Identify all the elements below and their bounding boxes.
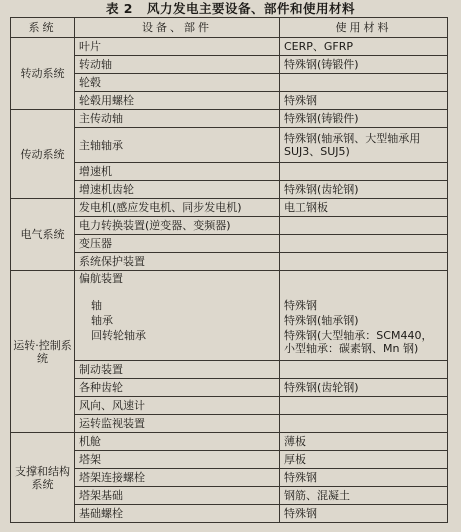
equipment-cell: 轮毂用螺栓: [75, 92, 280, 110]
equipment-cell: 转动轴: [75, 56, 280, 74]
system-cell: 运转·控制系统: [11, 271, 75, 433]
material-cell: 特殊钢(铸锻件): [280, 110, 448, 128]
material-line: 特殊钢(大型轴承：SCM440，小型轴承：碳素钢、Mn 钢): [284, 329, 433, 355]
yaw-device-cell: [75, 271, 280, 361]
system-cell: 传动系统: [11, 110, 75, 199]
system-cell: 转动系统: [11, 38, 75, 110]
material-cell: 特殊钢(齿轮钢): [280, 181, 448, 199]
table-row: [11, 217, 448, 235]
equipment-cell: 塔架: [75, 451, 280, 469]
table-row: [11, 415, 448, 433]
table-row: [11, 397, 448, 415]
table-number: 表 2: [105, 1, 134, 16]
table-row: [11, 199, 448, 217]
table-row: [11, 110, 448, 128]
equipment-cell: 风向、风速计: [75, 397, 280, 415]
table-row: [11, 505, 448, 523]
equipment-cell: 叶片: [75, 38, 280, 56]
material-line: 特殊钢: [284, 299, 317, 312]
material-cell: CERP、GFRP: [280, 38, 448, 56]
material-cell: 特殊钢: [280, 469, 448, 487]
yaw-device-title: 偏航装置: [79, 272, 123, 285]
equipment-cell: 基础螺栓: [75, 505, 280, 523]
material-cell: 特殊钢: [280, 505, 448, 523]
material-cell: [280, 217, 448, 235]
equipment-cell: 系统保护装置: [75, 253, 280, 271]
equipment-cell: 增速机: [75, 163, 280, 181]
equipment-materials-table: [10, 17, 448, 523]
table-row: [11, 487, 448, 505]
system-cell: 支撑和结构系统: [11, 433, 75, 523]
equipment-cell: 各种齿轮: [75, 379, 280, 397]
material-line: 特殊钢(轴承钢): [284, 314, 359, 327]
table-row: [11, 235, 448, 253]
header-material: 使用材料: [280, 18, 448, 38]
table-row: [11, 181, 448, 199]
material-cell: 特殊钢(齿轮钢): [280, 379, 448, 397]
material-cell: 特殊钢(铸锻件): [280, 56, 448, 74]
equipment-cell: 发电机(感应发电机、同步发电机): [75, 199, 280, 217]
material-cell: [280, 415, 448, 433]
equipment-cell: 主轴轴承: [75, 128, 280, 163]
equipment-cell: 轮毂: [75, 74, 280, 92]
table-caption: [0, 0, 461, 17]
material-cell: [280, 74, 448, 92]
material-cell: 薄板: [280, 433, 448, 451]
equipment-cell: 塔架连接螺栓: [75, 469, 280, 487]
table-row: [11, 128, 448, 163]
table-row: [11, 163, 448, 181]
equipment-cell: 主传动轴: [75, 110, 280, 128]
yaw-sub-item: 轴: [91, 299, 102, 312]
table-row: [11, 56, 448, 74]
equipment-cell: 机舱: [75, 433, 280, 451]
table-row: [11, 38, 448, 56]
material-cell: [280, 253, 448, 271]
material-cell: 厚板: [280, 451, 448, 469]
yaw-material-cell: [280, 271, 448, 361]
yaw-sub-item: 轴承: [91, 314, 113, 327]
equipment-cell: 制动装置: [75, 361, 280, 379]
material-cell: 电工钢板: [280, 199, 448, 217]
equipment-cell: 电力转换装置(逆变器、变频器): [75, 217, 280, 235]
material-cell: [280, 361, 448, 379]
table-row: [11, 74, 448, 92]
material-cell: 钢筋、混凝土: [280, 487, 448, 505]
equipment-cell: 变压器: [75, 235, 280, 253]
table-row: [11, 92, 448, 110]
header-row: [11, 18, 448, 38]
equipment-cell: 运转监视装置: [75, 415, 280, 433]
equipment-cell: 塔架基础: [75, 487, 280, 505]
header-equipment: 设备、部件: [75, 18, 280, 38]
table-row: [11, 253, 448, 271]
material-cell: 特殊钢: [280, 92, 448, 110]
table-row: [11, 379, 448, 397]
table-row: [11, 433, 448, 451]
header-system: 系统: [11, 18, 75, 38]
material-cell: [280, 397, 448, 415]
table-row: [11, 361, 448, 379]
material-cell: 特殊钢(轴承钢、大型轴承用 SUJ3、SUJ5): [280, 128, 448, 163]
table-row: [11, 469, 448, 487]
table-title: 风力发电主要设备、部件和使用材料: [147, 1, 356, 16]
yaw-sub-item: 回转轮轴承: [91, 329, 146, 342]
equipment-cell: 增速机齿轮: [75, 181, 280, 199]
material-cell: [280, 235, 448, 253]
table-row: [11, 271, 448, 361]
material-cell: [280, 163, 448, 181]
system-cell: 电气系统: [11, 199, 75, 271]
table-row: [11, 451, 448, 469]
